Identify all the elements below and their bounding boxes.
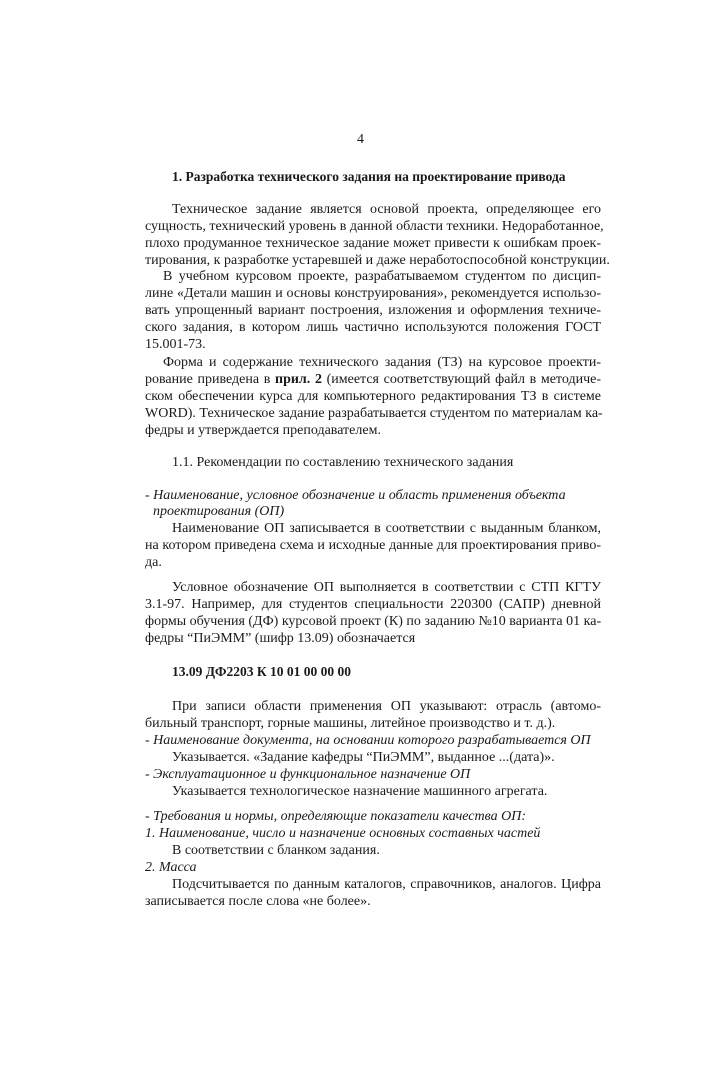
- paragraph-6-line-1: При записи области применения ОП указывают: отрасль (автомо-: [172, 699, 601, 714]
- item-3-text: Указывается технологическое назначение машинного агрегата.: [172, 784, 548, 799]
- section-title: 1. Разработка технического задания на проектирование привода: [172, 169, 566, 184]
- paragraph-4-line-3: да.: [145, 555, 162, 570]
- paragraph-1-line-2: сущность, технический уровень в данной области техники. Недоработанное,: [145, 219, 604, 234]
- paragraph-1-line-4: тирования, к разработке устаревшей и даже неработоспособной конструкции.: [145, 253, 610, 268]
- item-4-2-text-line-1: Подсчитывается по данным каталогов, справочников, аналогов. Цифра: [172, 877, 601, 892]
- paragraph-2-line-5: 15.001-73.: [145, 337, 206, 352]
- paragraph-1-line-1: Техническое задание является основой проекта, определяющее его: [172, 202, 601, 217]
- paragraph-1-line-3: плохо продуманное техническое задание может привести к ошибкам проек-: [145, 236, 601, 251]
- paragraph-3-line-1: Форма и содержание технического задания (ТЗ) на курсовое проекти-: [163, 355, 601, 370]
- item-3-heading: - Эксплуатационное и функциональное назначение ОП: [145, 767, 471, 782]
- item-4-heading: - Требования и нормы, определяющие показатели качества ОП:: [145, 809, 526, 824]
- item-2-text: Указывается. «Задание кафедры “ПиЭММ”, выданное ...(дата)».: [172, 750, 555, 765]
- item-4-1-text: В соответствии с бланком задания.: [172, 843, 380, 858]
- paragraph-3-line-2-end: (имеется соответствующий файл в методиче-: [321, 372, 601, 387]
- item-4-2-heading: 2. Масса: [145, 860, 197, 875]
- item-4-2-text-line-2: записывается после слова «не более».: [145, 894, 371, 909]
- paragraph-4-line-1: Наименование ОП записывается в соответствии с выданным бланком,: [172, 521, 601, 536]
- paragraph-3-line-3: ском обеспечении курса для компьютерного редактирования ТЗ в системе: [145, 389, 601, 404]
- paragraph-5-line-1: Условное обозначение ОП выполняется в соответствии с СТП КГТУ: [172, 580, 601, 595]
- paragraph-2-line-3: вать упрощенный вариант построения, изложения и оформления техниче-: [145, 303, 601, 318]
- paragraph-3-line-2-start: рование приведена в: [145, 372, 276, 387]
- appendix-reference: прил. 2: [275, 372, 322, 387]
- paragraph-5-line-2: 3.1-97. Например, для студентов специальности 220300 (САПР) дневной: [145, 597, 601, 612]
- item-1-heading-line-1: - Наименование, условное обозначение и область применения объекта: [145, 488, 566, 503]
- item-1-heading-line-2: проектирования (ОП): [153, 504, 285, 519]
- page-number: 4: [357, 132, 364, 147]
- paragraph-2-line-4: ского задания, в котором лишь частично используются положения ГОСТ: [145, 320, 601, 335]
- paragraph-4-line-2: на котором приведена схема и исходные данные для проектирования приво-: [145, 538, 601, 553]
- paragraph-2-line-1: В учебном курсовом проекте, разрабатываемом студентом по дисцип-: [163, 269, 601, 284]
- paragraph-5-line-3: формы обучения (ДФ) курсовой проект (К) по заданию №10 варианта 01 ка-: [145, 614, 602, 629]
- paragraph-5-line-4: федры “ПиЭММ” (шифр 13.09) обозначается: [145, 631, 416, 646]
- paragraph-3-line-2: [145, 371, 601, 388]
- item-2-heading: - Наименование документа, на основании которого разрабатывается ОП: [145, 733, 591, 748]
- item-4-1-heading: 1. Наименование, число и назначение основных составных частей: [145, 826, 541, 841]
- designation-code: 13.09 ДФ2203 К 10 01 00 00 00: [172, 664, 351, 679]
- subsection-title: 1.1. Рекомендации по составлению технического задания: [172, 455, 514, 470]
- paragraph-3-line-5: федры и утверждается преподавателем.: [145, 423, 381, 438]
- paragraph-2-line-2: лине «Детали машин и основы конструирования», рекомендуется использо-: [145, 286, 601, 301]
- paragraph-6-line-2: бильный транспорт, горные машины, литейное производство и т. д.).: [145, 716, 556, 731]
- paragraph-3-line-4: WORD). Техническое задание разрабатывается студентом по материалам ка-: [145, 406, 603, 421]
